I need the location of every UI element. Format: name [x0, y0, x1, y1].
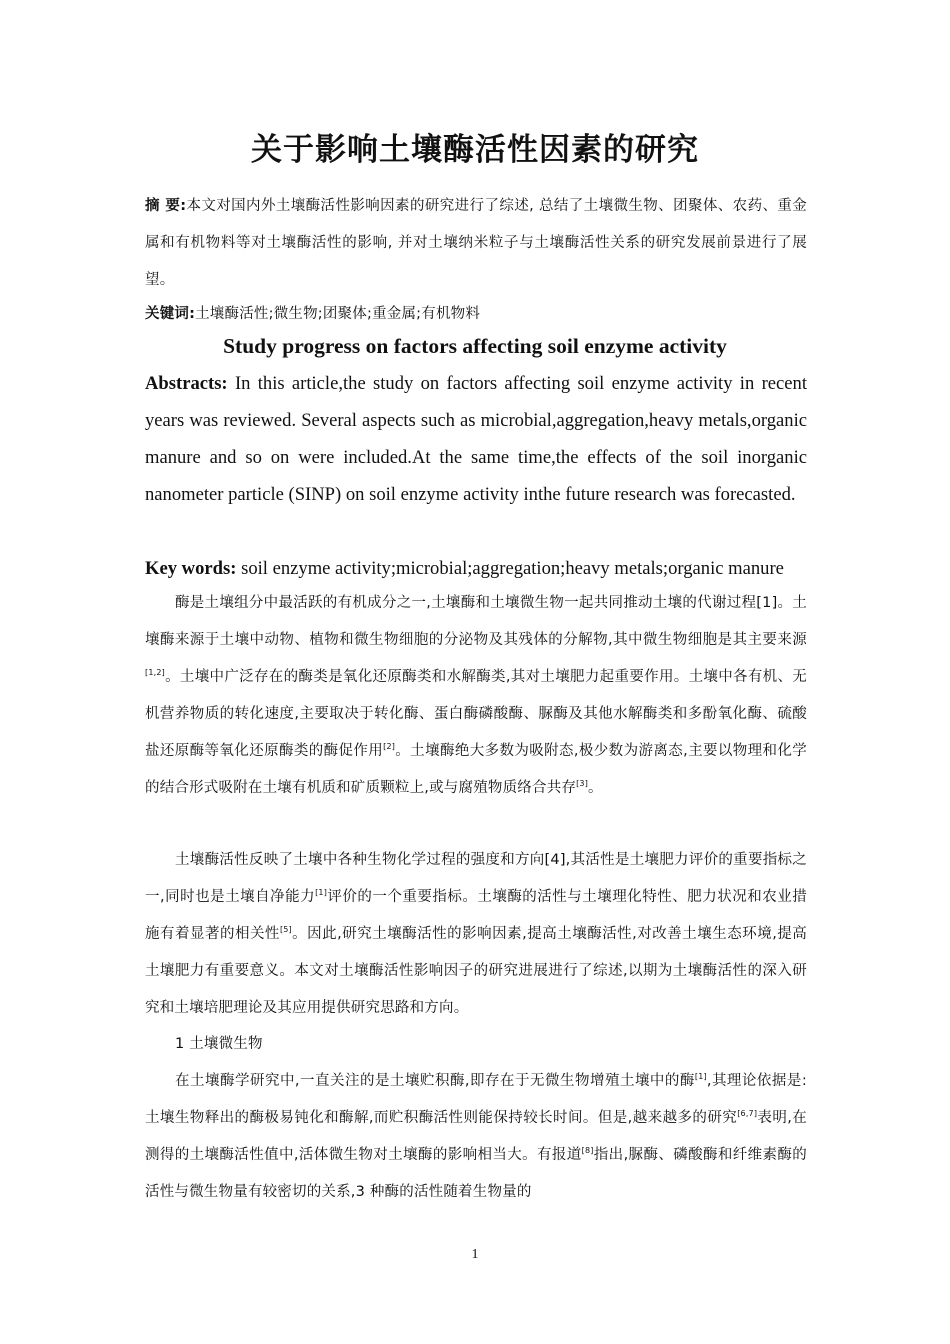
body-paragraph-3 — [145, 1063, 807, 1211]
keywords-en-text: soil enzyme activity;microbial;aggregation;heavy metals;organic manure — [241, 558, 784, 579]
citation: [1] — [315, 888, 328, 898]
citation: [2] — [383, 742, 396, 752]
p1-text-a: 酶是土壤组分中最活跃的有机成分之一,土壤酶和土壤微生物一起共同推动土壤的代谢过程[1]。土壤酶来源于土壤中动物、植物和微生物细胞的分泌物及其残体的分解物,其中微生物细胞是其主要来源 — [145, 595, 807, 648]
citation: [1,2] — [145, 668, 165, 678]
p1-text-c: 。土壤酶绝大多数为吸附态,极少数为游离态,主要以物理和化学的结合形式吸附在土壤有机质和矿质颗粒上,或与腐殖物质络合共存 — [145, 743, 807, 796]
p1-text-b: 。土壤中广泛存在的酶类是氧化还原酶类和水解酶类,其对土壤肥力起重要作用。土壤中各有机、无机营养物质的转化速度,主要取决于转化酶、蛋白酶磷酸酶、脲酶及其他水解酶类和多酚氧化酶、硫酸盐还原酶等氧化还原酶类的酶促作用 — [145, 669, 807, 759]
citation: [5] — [279, 925, 292, 935]
p3-text-c: 表明,在测得的土壤酶活性值中,活体微生物对土壤酶的影响相当大。有报道 — [145, 1110, 807, 1163]
p2-text-c: 。因此,研究土壤酶活性的影响因素,提高土壤酶活性,对改善土壤生态环境,提高土壤肥力有重要意义。本文对土壤酶活性影响因子的研究进展进行了综述,以期为土壤酶活性的深入研究和土壤培肥理论及其应用提供研究思路和方向。 — [145, 926, 807, 1016]
abstract-zh-text: 本文对国内外土壤酶活性影响因素的研究进行了综述, 总结了土壤微生物、团聚体、农药、重金属和有机物料等对土壤酶活性的影响, 并对土壤纳米粒子与土壤酶活性关系的研究发展前景进行了展望。 — [145, 198, 807, 288]
keywords-zh — [145, 296, 807, 333]
citation: [1] — [694, 1072, 707, 1082]
abstract-zh — [145, 188, 807, 299]
page-number: 1 — [471, 1247, 479, 1262]
section-heading-1: 1 土壤微生物 — [175, 1036, 263, 1052]
keywords-en-label: Key words: — [145, 558, 237, 579]
keywords-zh-label: 关键词: — [145, 306, 196, 322]
abstract-en-label: Abstracts: — [145, 373, 228, 394]
body-paragraph-1 — [145, 585, 807, 807]
p1-text-d: 。 — [588, 780, 603, 796]
p2-text-a: 土壤酶活性反映了土壤中各种生物化学过程的强度和方向[4],其活性是土壤肥力评价的重要指标之一,同时也是土壤自净能力 — [145, 852, 807, 905]
english-title: Study progress on factors affecting soil enzyme activity — [223, 334, 727, 358]
paper-title: 关于影响土壤酶活性因素的研究 — [251, 132, 699, 168]
p2-text-b: 评价的一个重要指标。土壤酶的活性与土壤理化特性、肥力状况和农业措施有着显著的相关性 — [145, 889, 807, 942]
abstract-en — [145, 365, 807, 513]
keywords-en — [145, 550, 807, 587]
body-paragraph-2 — [145, 842, 807, 1027]
p3-text-b: ,其理论依据是:土壤生物释出的酶极易钝化和酶解,而贮积酶活性则能保持较长时间。但是,越来越多的研究 — [145, 1073, 807, 1126]
p3-text-d: 指出,脲酶、磷酸酶和纤维素酶的活性与微生物量有较密切的关系,3 种酶的活性随着生物量的 — [145, 1147, 807, 1200]
abstract-zh-label: 摘 要: — [145, 198, 187, 214]
keywords-zh-text: 土壤酶活性;微生物;团聚体;重金属;有机物料 — [195, 306, 481, 322]
citation: [6,7] — [737, 1109, 758, 1119]
abstract-en-text: In this article,the study on factors affecting soil enzyme activity in recent years was reviewed. Several aspects such as microbial,aggregation,heavy metals,organic manure and so on were included.At the same time,the effects of the soil inorganic nanometer particle (SINP) on soil enzyme activity inthe future research was forecasted. — [145, 373, 807, 505]
citation: [8] — [581, 1146, 594, 1156]
p3-text-a: 在土壤酶学研究中,一直关注的是土壤贮积酶,即存在于无微生物增殖土壤中的酶 — [175, 1073, 695, 1089]
citation: [3] — [576, 779, 589, 789]
